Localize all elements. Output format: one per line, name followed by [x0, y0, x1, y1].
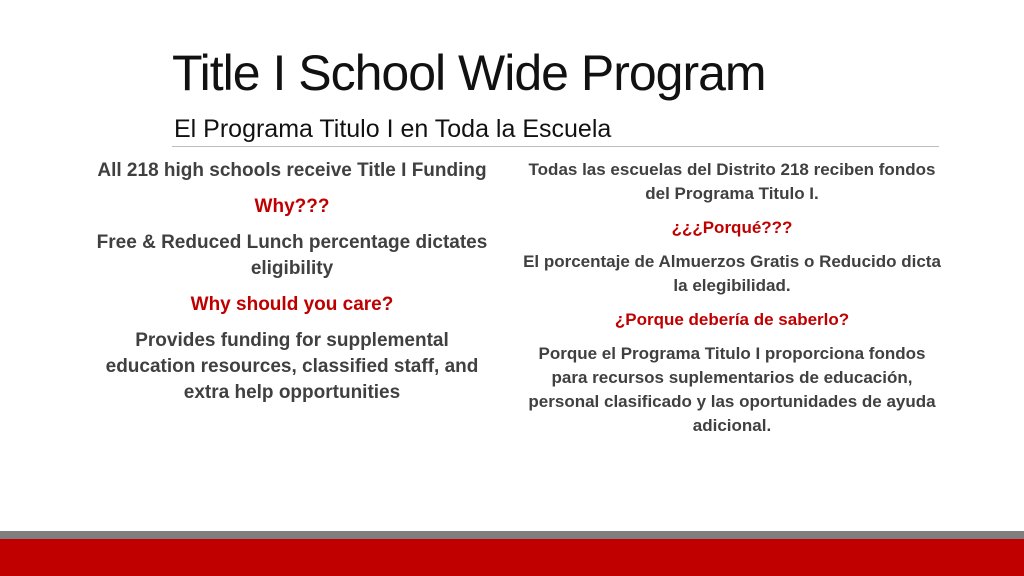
spanish-column — [522, 158, 942, 448]
english-answer-eligibility: Free & Reduced Lunch percentage dictates eligibility — [96, 232, 488, 279]
spanish-question-why: ¿¿¿Porqué??? — [671, 218, 793, 237]
english-answer-funding: Provides funding for supplemental education resources, classified staff, and extra help opportunities — [105, 330, 479, 403]
slide-subtitle: El Programa Titulo I en Toda la Escuela — [174, 115, 612, 143]
footer-red-bar — [0, 539, 1024, 576]
spanish-answer-funding: Porque el Programa Titulo I proporciona fondos para recursos suplementarios de educación, personal clasificado y las oportunidades de ayuda adicional. — [528, 344, 936, 435]
title-divider — [172, 146, 939, 147]
spanish-intro: Todas las escuelas del Distrito 218 reciben fondos del Programa Titulo I. — [528, 160, 936, 203]
spanish-question-care: ¿Porque debería de saberlo? — [614, 310, 850, 329]
english-column — [92, 158, 492, 416]
footer-gray-bar — [0, 531, 1024, 539]
english-question-care: Why should you care? — [190, 294, 394, 315]
english-question-why: Why??? — [254, 196, 330, 217]
spanish-answer-eligibility: El porcentaje de Almuerzos Gratis o Reducido dicta la elegibilidad. — [523, 252, 941, 295]
slide-title: Title I School Wide Program — [172, 45, 766, 101]
english-intro: All 218 high schools receive Title I Funding — [97, 160, 487, 181]
